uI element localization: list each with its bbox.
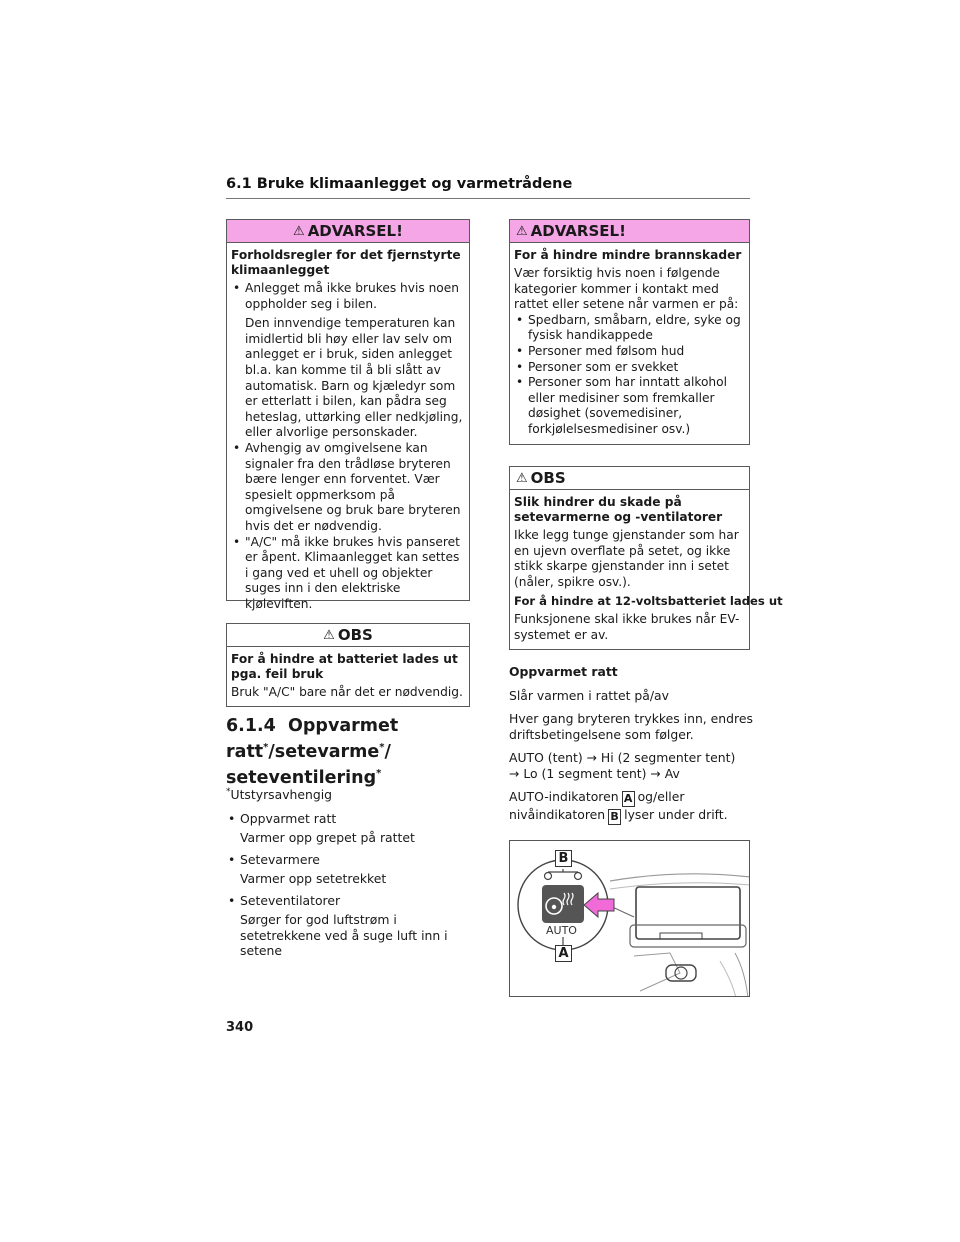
warning-triangle-icon: ⚠ — [323, 627, 335, 643]
notice-body: Bruk "A/C" bare når det er nødvendig. — [231, 685, 463, 699]
list-item: • "A/C" må ikke brukes hvis panseret er åpent. Klimaanlegget kan settes i gang ved et uhell og objekter suges inn i den elektriske kjøleviften. — [233, 534, 460, 611]
list-item: • Oppvarmet ratt — [228, 810, 337, 826]
warning-title: For å hindre mindre brannskader — [514, 248, 742, 262]
notice-title: For å hindre at 12-voltsbatteriet lades ut — [514, 594, 783, 609]
paragraph: Hver gang bryteren trykkes inn, endres driftsbetingelsene som følger. — [509, 711, 753, 742]
figure-auto-text: AUTO — [546, 924, 577, 937]
steering-heater-figure — [509, 840, 750, 997]
dashboard-illustration — [510, 841, 750, 997]
footnote: *Utstyrsavhengig — [226, 787, 333, 803]
warning-triangle-icon: ⚠ — [293, 223, 305, 239]
list-item-desc: Varmer opp grepet på rattet — [240, 830, 415, 846]
list-item: • Avhengig av omgivelsene kan signaler fra den trådløse bryteren bære lenger enn forventet. Vær spesielt oppmerksom på omgivelsene og bruk bare bryteren hvis det er nødvendig. — [233, 440, 461, 533]
notice-title: Slik hindrer du skade på setevarmerne og -ventilatorer — [514, 495, 723, 524]
list-item-desc: Sørger for god luftstrøm i setetrekkene ved å suge luft inn i setene — [240, 912, 448, 959]
figure-label-b: B — [555, 850, 572, 867]
notice-title: For å hindre at batteriet lades ut pga. feil bruk — [231, 652, 458, 681]
warning-header: ⚠ ADVARSEL! — [227, 220, 469, 243]
notice-box-battery — [226, 623, 470, 707]
list-item: • Spedbarn, småbarn, eldre, syke og fysisk handikappede — [516, 312, 741, 343]
page-header-title: 6.1 Bruke klimaanlegget og varmetrådene — [226, 176, 573, 192]
list-item-continuation: Den innvendige temperaturen kan imidlertid bli høy eller lav selv om anlegget er i bruk, siden anlegget bl.a. kan komme til å bli slått av automatisk. Barn og kjæledyr som er etterlatt i bilen, kan pådra seg heteslag, uttørking eller nedkjøling, eller alvorlige personskader. — [245, 316, 463, 440]
warning-title: Forholdsregler for det fjernstyrte klimaanlegget — [231, 248, 461, 277]
paragraph: AUTO (tent) → Hi (2 segmenter tent) → Lo (1 segment tent) → Av — [509, 750, 736, 781]
paragraph: Slår varmen i rattet på/av — [509, 687, 669, 703]
list-item: • Personer som er svekket — [516, 359, 679, 374]
list-item-desc: Varmer opp setetrekket — [240, 871, 387, 887]
warning-triangle-icon: ⚠ — [516, 223, 528, 239]
list-item: • Seteventilatorer — [228, 892, 341, 908]
page-number: 340 — [226, 1020, 254, 1035]
notice-body: Funksjonene skal ikke brukes når EV-systemet er av. — [514, 612, 740, 642]
list-item: • Setevarmere — [228, 851, 320, 867]
notice-header: ⚠ OBS — [227, 624, 469, 647]
warning-box-burns — [509, 219, 750, 445]
header-rule — [226, 198, 750, 199]
paragraph: AUTO-indikatoren A og/eller nivåindikatoren B lyser under drift. — [509, 789, 728, 823]
list-item: • Personer med følsom hud — [516, 343, 685, 358]
notice-body: Ikke legg tunge gjenstander som har en ujevn overflate på setet, og ikke stikk skarpe gjenstander inn i setet (nåler, spikre osv.). — [514, 528, 739, 589]
notice-box-seat-heaters — [509, 466, 783, 650]
heated-wheel-section — [509, 664, 754, 825]
label-a-box: A — [622, 791, 635, 807]
label-b-box: B — [608, 809, 621, 825]
warning-intro: Vær forsiktig hvis noen i følgende kategorier kommer i kontakt med rattet eller setene når varmen er på: — [514, 266, 739, 312]
section-title: 6.1.4 Oppvarmet ratt*/setevarme*/ seteventilering* — [226, 716, 399, 788]
list-item: • Anlegget må ikke brukes hvis noen oppholder seg i bilen. — [233, 281, 459, 311]
warning-triangle-icon: ⚠ — [516, 470, 528, 486]
list-item: • Personer som har inntatt alkohol eller medisiner som fremkaller døsighet (sovemedisiner, forkjølelsesmedisiner osv.) — [516, 375, 727, 436]
warning-header: ⚠ ADVARSEL! — [510, 220, 749, 243]
section-content — [226, 785, 476, 959]
subsection-title: Oppvarmet ratt — [509, 664, 618, 679]
figure-label-a: A — [555, 945, 572, 962]
notice-header: ⚠ OBS — [510, 467, 749, 490]
warning-box-remote-climate — [226, 219, 470, 611]
